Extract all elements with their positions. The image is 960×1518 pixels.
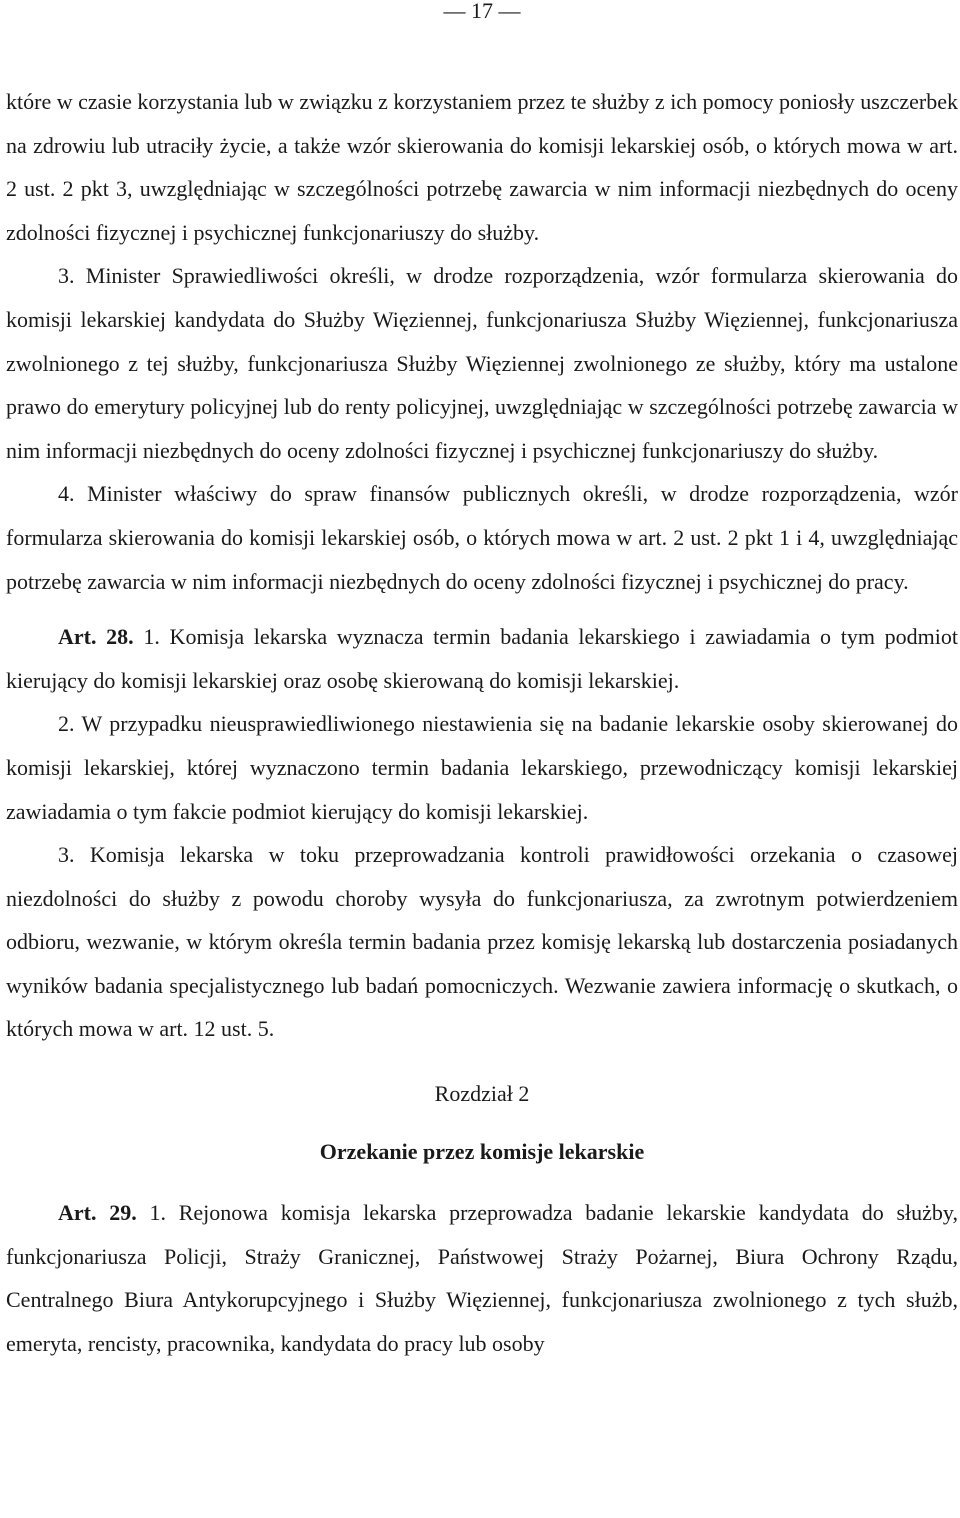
paragraph-art29-ust1-text: 1. Rejonowa komisja lekarska przeprowadza badanie lekarskie kandydata do służby, funkcjonariusza Policji, Straży Granicznej, Państwowej Straży Pożarnej, Biura Ochrony Rządu, Centralnego Biura Antykorupcyjnego i Służby Więziennej, funkcjonariusza zwolnionego z tych służb, emeryta, rencisty, pracownika, kandydata do pracy lub osoby <box>6 1200 958 1356</box>
chapter-title: Orzekanie przez komisje lekarskie <box>319 1139 645 1165</box>
paragraph-art28-ust2: 2. W przypadku nieusprawiedliwionego niestawienia się na badanie lekarskie osoby skierowanej do komisji lekarskiej, której wyznaczono termin badania lekarskiego, przewodniczący komisji lekarskiej zawiadamia o tym fakcie podmiot kierujący do komisji lekarskiej. <box>6 711 958 824</box>
paragraph-art28-ust1 <box>6 615 958 702</box>
chapter-label: Rozdział 2 <box>434 1081 530 1107</box>
document-page <box>6 0 958 1365</box>
paragraph-continuation: które w czasie korzystania lub w związku z korzystaniem przez te służby z ich pomocy poniosły uszczerbek na zdrowiu lub utraciły życie, a także wzór skierowania do komisji lekarskiej osób, o których mowa w art. 2 ust. 2 pkt 3, uwzględniając w szczególności potrzebę zawarcia w nim informacji niezbędnych do oceny zdolności fizycznej i psychicznej funkcjonariuszy do służby. <box>6 89 958 245</box>
article-number-29: Art. 29. <box>58 1200 137 1226</box>
paragraph-art29-ust1 <box>6 1191 958 1365</box>
paragraph-art28-ust3: 3. Komisja lekarska w toku przeprowadzania kontroli prawidłowości orzekania o czasowej niezdolności do służby z powodu choroby wysyła do funkcjonariusza, za zwrotnym potwierdzeniem odbioru, wezwanie, w którym określa termin badania przez komisję lekarską lub dostarczenia posiadanych wyników badania specjalistycznego lub badań pomocniczych. Wezwanie zawiera informację o skutkach, o których mowa w art. 12 ust. 5. <box>6 842 958 1042</box>
article-number-28: Art. 28. <box>58 624 134 650</box>
paragraph-art27-ust3: 3. Minister Sprawiedliwości określi, w drodze rozporządzenia, wzór formularza skierowania do komisji lekarskiej kandydata do Służby Więziennej, funkcjonariusza Służby Więziennej, funkcjonariusza zwolnionego z tej służby, funkcjonariusza Służby Więziennej zwolnionego ze służby, który ma ustalone prawo do emerytury policyjnej lub do renty policyjnej, uwzględniając w szczególności potrzebę zawarcia w nim informacji niezbędnych do oceny zdolności fizycznej i psychicznej funkcjonariuszy do służby. <box>6 263 958 463</box>
paragraph-art28-ust1-text: 1. Komisja lekarska wyznacza termin badania lekarskiego i zawiadamia o tym podmiot kierujący do komisji lekarskiej oraz osobę skierowaną do komisji lekarskiej. <box>6 624 958 693</box>
paragraph-art27-ust4: 4. Minister właściwy do spraw finansów publicznych określi, w drodze rozporządzenia, wzór formularza skierowania do komisji lekarskiej osób, o których mowa w art. 2 ust. 2 pkt 1 i 4, uwzględniając potrzebę zawarcia w nim informacji niezbędnych do oceny zdolności fizycznej i psychicznej do pracy. <box>6 481 958 594</box>
page-number: — 17 — <box>443 0 521 23</box>
